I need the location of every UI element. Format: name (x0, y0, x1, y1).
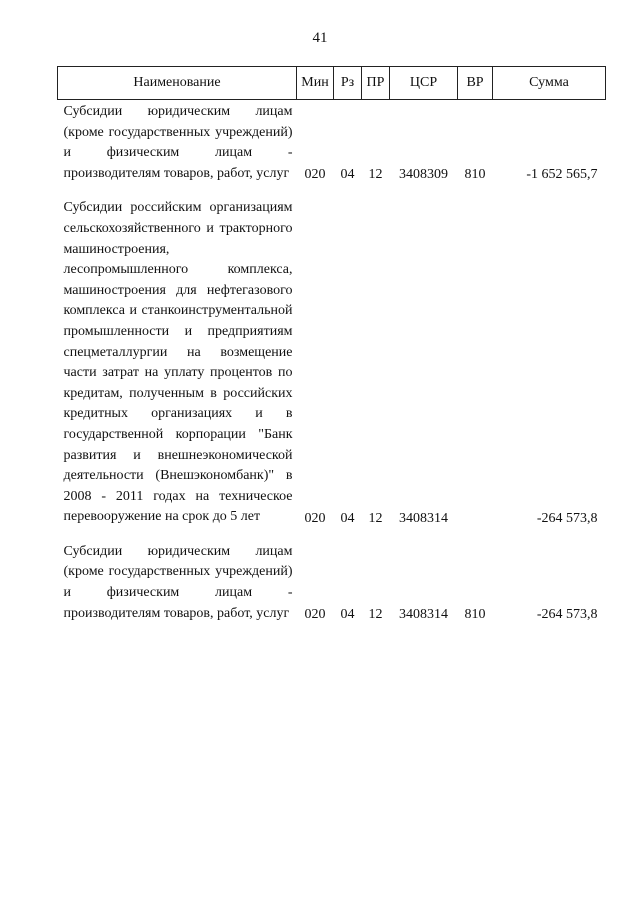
row-pr: 12 (368, 607, 383, 623)
header-vr: ВР (458, 67, 493, 100)
table-row (58, 196, 606, 528)
table-row (58, 540, 606, 624)
row-vr (458, 196, 493, 528)
row-min: 020 (304, 167, 326, 183)
row-pr: 12 (368, 167, 383, 183)
row-rz: 04 (340, 167, 355, 183)
row-sum: -264 573,8 (536, 510, 598, 526)
table-header (58, 67, 606, 100)
row-name: Субсидии юридическим лицам (кроме государственных учреждений) и физическим лицам - производителям товаров, работ, услуг (63, 104, 293, 181)
row-spacer (58, 528, 606, 540)
row-spacer (58, 184, 606, 196)
budget-table (57, 66, 606, 624)
row-rz: 04 (340, 607, 355, 623)
row-rz: 04 (340, 510, 355, 526)
header-name: Наименование (58, 67, 297, 100)
row-vr: 810 (464, 167, 486, 183)
row-name: Субсидии российским организациям сельскохозяйственного и тракторного машиностроения, лесопромышленного комплекса, машиностроения для нефтегазового комплекса и станкоинструментальной промышленности и предприятиям спецметаллургии на возмещение части затрат на уплату процентов по кредитам, полученным в российских кредитных организациях и в государственной корпорации "Банк развития и внешнеэкономической деятельности (Внешэкономбанк)" в 2008 - 2011 годах на техническое перевооружение на срок до 5 лет (63, 200, 293, 525)
row-csr: 3408314 (399, 510, 448, 526)
row-csr: 3408309 (399, 167, 448, 183)
row-csr: 3408314 (399, 607, 448, 623)
header-rz: Рз (334, 67, 362, 100)
row-sum: -264 573,8 (536, 607, 598, 623)
header-sum: Сумма (493, 67, 606, 100)
row-name: Субсидии юридическим лицам (кроме государственных учреждений) и физическим лицам - производителям товаров, работ, услуг (63, 543, 293, 621)
row-min: 020 (304, 607, 326, 623)
header-pr: ПР (362, 67, 390, 100)
header-csr: ЦСР (390, 67, 458, 100)
page-number: 41 (312, 30, 328, 46)
row-min: 020 (304, 510, 326, 526)
header-min: Мин (297, 67, 334, 100)
row-vr: 810 (464, 607, 486, 623)
table-row (58, 100, 606, 185)
row-sum: -1 652 565,7 (526, 167, 598, 183)
row-pr: 12 (368, 510, 383, 526)
